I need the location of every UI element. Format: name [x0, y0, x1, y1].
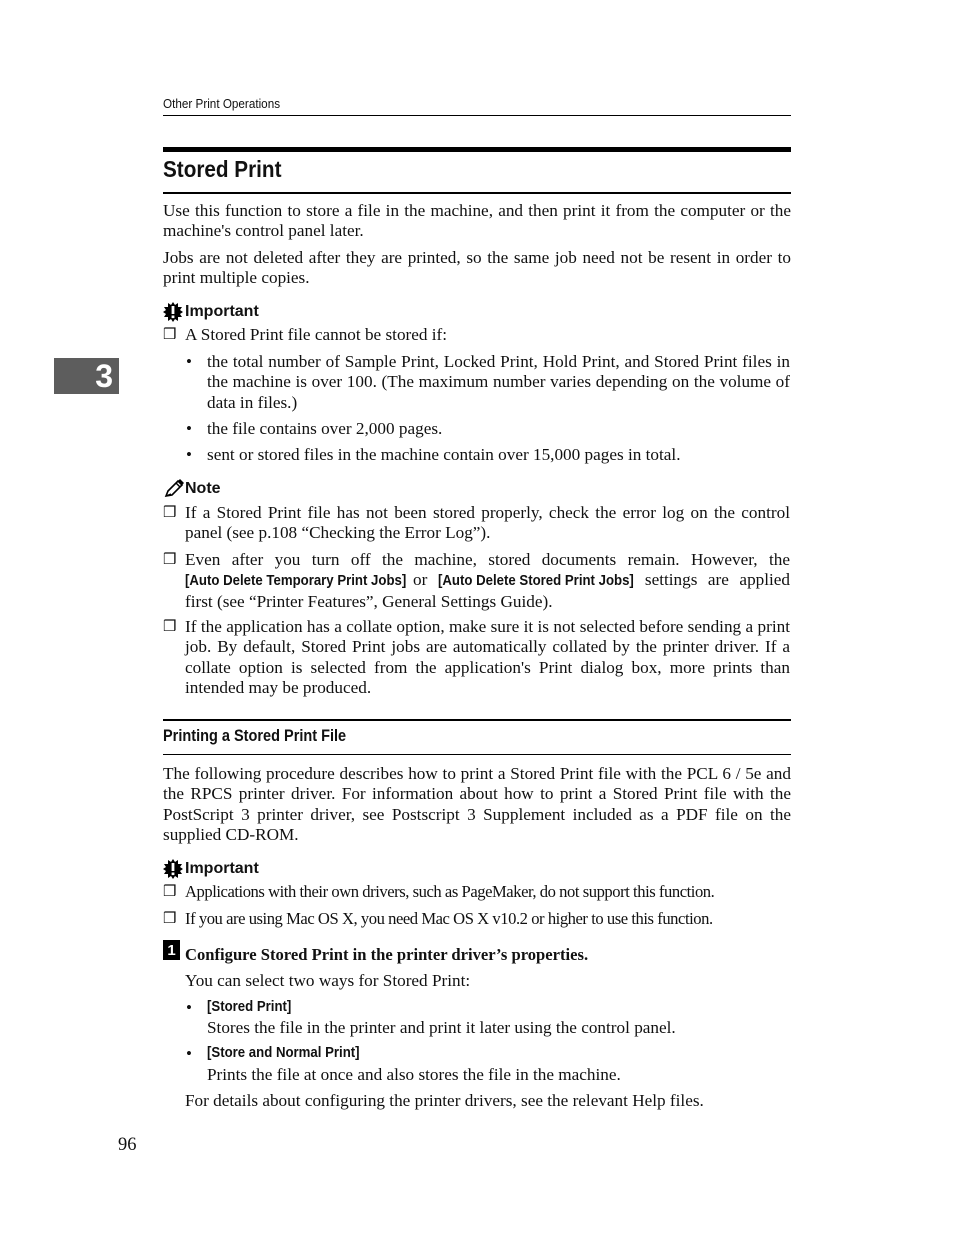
bullet-icon: •: [186, 445, 192, 464]
intro-paragraph-1: Use this function to store a file in the machine, and then print it from the computer or the machine's control panel later.: [163, 201, 791, 241]
checkbox-icon: ❒: [163, 911, 177, 927]
note-item-2-or: or: [412, 570, 428, 590]
note-item-2: [185, 550, 790, 612]
checkbox-icon: ❒: [163, 619, 177, 635]
option-stored-print-label: [207, 998, 303, 1016]
step-number-badge: 1: [163, 940, 180, 960]
step-lead: You can select two ways for Stored Print:: [185, 971, 471, 990]
note-item-2-text-b: settings are applied first (see “Printer Features”, General Settings Guide).: [185, 570, 791, 611]
important-label-2: Important: [185, 860, 259, 877]
subsection-intro: The following procedure describes how to print a Stored Print file with the PCL 6 / 5e and the RPCS printer driver. For information about how to print a Stored Print file with the PostScript 3 printer driver, see Postscript 3 Supplement included as a PDF file on the supplied CD-ROM.: [163, 764, 791, 844]
note-label: Note: [185, 480, 221, 497]
important-bullet-2: the file contains over 2,000 pages.: [207, 419, 443, 438]
auto-delete-temporary-label: [Auto Delete Temporary Print Jobs]: [185, 572, 407, 590]
option-store-normal-desc: Prints the file at once and also stores the file in the machine.: [207, 1065, 621, 1084]
bullet-icon: •: [186, 998, 192, 1017]
important-item: A Stored Print file cannot be stored if:: [185, 325, 448, 344]
subsection-top-rule: [163, 719, 791, 721]
important-bullet-3: sent or stored files in the machine contain over 15,000 pages in total.: [207, 445, 681, 464]
step-footer: For details about configuring the printer drivers, see the relevant Help files.: [185, 1091, 704, 1110]
note-item-1: If a Stored Print file has not been stored properly, check the error log on the control panel (see p.108 “Checking the Error Log”).: [185, 503, 790, 543]
checkbox-icon: ❒: [163, 552, 177, 568]
important-icon: [163, 859, 183, 879]
option-stored-print-desc: Stores the file in the printer and print it later using the control panel.: [207, 1018, 676, 1037]
bullet-icon: •: [186, 352, 192, 371]
step-title: Configure Stored Print in the printer driver’s properties.: [185, 945, 589, 964]
chapter-tab: 3: [54, 358, 119, 394]
page-number: 96: [118, 1135, 137, 1155]
subsection-title: Printing a Stored Print File: [163, 727, 347, 745]
note-item-3: If the application has a collate option, make sure it is not selected before sending a print job. By default, Stored Print jobs are automatically collated by the printer driver. If a collate option is selected from the application's Print dialog box, more prints than intended may be produced.: [185, 617, 790, 697]
bullet-icon: •: [186, 1044, 192, 1063]
intro-paragraph-2: Jobs are not deleted after they are printed, so the same job need not be resent in order to print multiple copies.: [163, 248, 791, 288]
section-bottom-rule: [163, 192, 791, 194]
important-icon: [163, 302, 183, 322]
section-top-rule: [163, 147, 791, 152]
header-rule: [163, 115, 791, 116]
bullet-icon: •: [186, 419, 192, 438]
checkbox-icon: ❒: [163, 884, 177, 900]
important-heading-2: [163, 859, 259, 879]
important-bullet-1: the total number of Sample Print, Locked Print, Hold Print, and Stored Print files in the machine is over 100. (The maximum number varies depending on the volume of data in files.): [207, 352, 790, 412]
option-label-text: [Store and Normal Print]: [207, 1044, 360, 1061]
important-label: Important: [185, 303, 259, 320]
important-2-item-1: Applications with their own drivers, such as PageMaker, do not support this function.: [185, 882, 715, 901]
note-item-2-text-a: Even after you turn off the machine, stored documents remain. However, the: [185, 550, 790, 569]
important-2-item-2: If you are using Mac OS X, you need Mac OS X v10.2 or higher to use this function.: [185, 909, 713, 928]
auto-delete-stored-label: [Auto Delete Stored Print Jobs]: [437, 572, 634, 590]
checkbox-icon: ❒: [163, 505, 177, 521]
running-header: Other Print Operations: [163, 96, 281, 111]
subsection-bottom-rule: [163, 754, 791, 755]
note-heading: [163, 479, 221, 499]
option-store-normal-label: [207, 1044, 380, 1062]
section-title: Stored Print: [163, 156, 282, 182]
option-label-text: [Stored Print]: [207, 998, 292, 1015]
important-heading: [163, 302, 259, 322]
pencil-icon: [163, 479, 185, 499]
checkbox-icon: ❒: [163, 327, 177, 343]
